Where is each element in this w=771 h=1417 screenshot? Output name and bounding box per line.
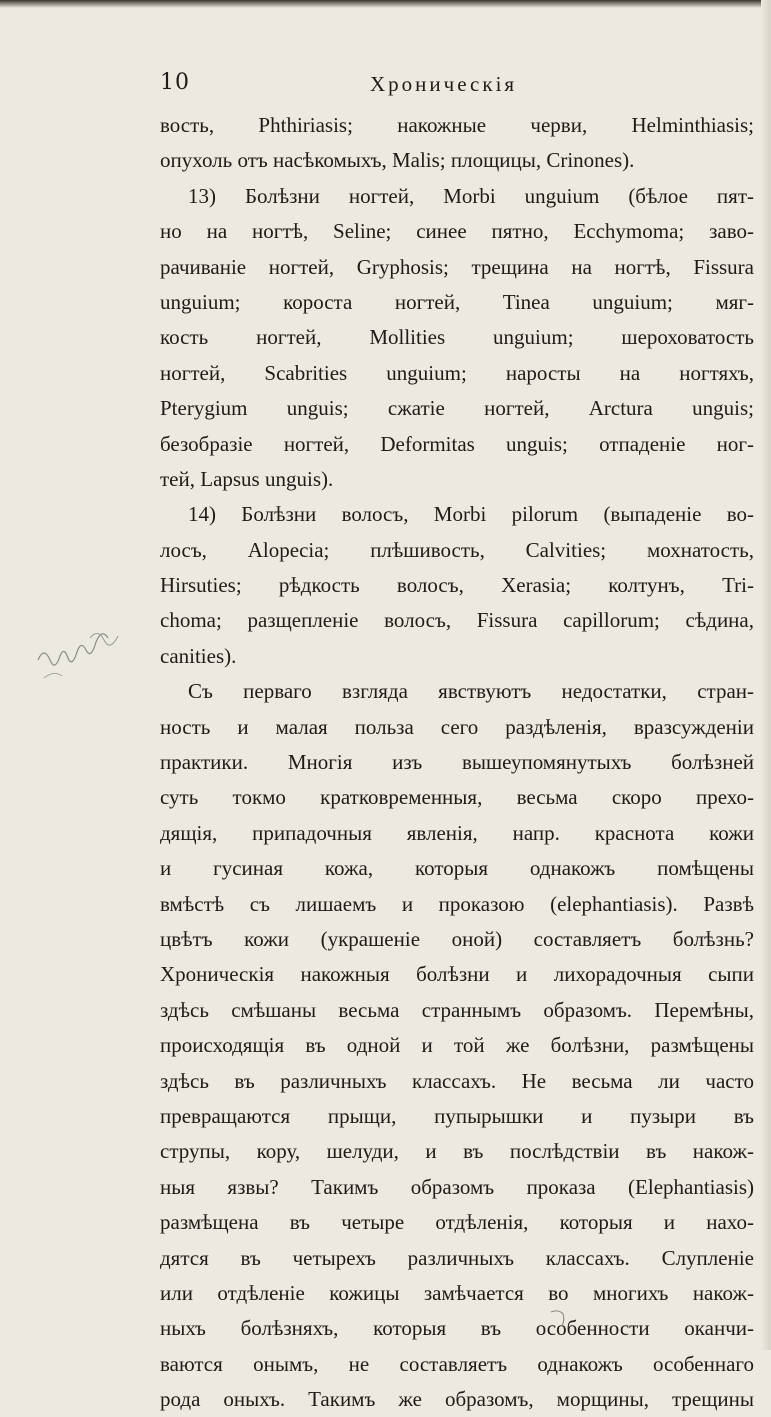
text-line: choma; разщепленіе волосъ, Fissura capillorum; сѣдина, xyxy=(160,608,754,633)
text-line: тей, Lapsus unguis). xyxy=(160,466,334,491)
text-line: практики. Многія изъ вышеупомянутыхъ болѣзней xyxy=(160,750,754,775)
text-line: рачиваніе ногтей, Gryphosis; трещина на ногтѣ, Fissura xyxy=(160,254,754,279)
text-line: здѣсь смѣшаны весьма страннымъ образомъ. Перемѣны, xyxy=(160,997,754,1022)
text-line: Съ перваго взгляда явствуютъ недостатки, стран- xyxy=(188,679,754,704)
text-line: и гусиная кожа, которыя однакожъ помѣщены xyxy=(160,856,754,881)
text-line: canities). xyxy=(160,643,237,668)
page-right-edge xyxy=(761,0,771,1350)
text-line: или отдѣленіе кожицы замѣчается во многихъ накож- xyxy=(160,1280,754,1305)
text-line: безобразіе ногтей, Deformitas unguis; отпаденіе ног- xyxy=(160,431,754,456)
page-top-edge xyxy=(0,0,771,8)
text-line: ногтей, Scabrities unguium; наросты на ногтяхъ, xyxy=(160,360,754,385)
text-line: ныя язвы? Такимъ образомъ проказа (Elephantiasis) xyxy=(160,1174,754,1199)
text-line: ваются онымъ, не составляетъ однакожъ особеннаго xyxy=(160,1351,754,1376)
page-header xyxy=(0,70,771,104)
bottom-pencil-mark xyxy=(548,1308,568,1328)
text-line: суть токмо кратковременныя, весьма скоро прехо- xyxy=(160,785,754,810)
text-line: кость ногтей, Mollities unguium; шероховатость xyxy=(160,325,754,350)
page-number: 10 xyxy=(160,70,190,95)
text-line: вость, Phthiriasis; накожные черви, Helminthiasis; xyxy=(160,113,754,137)
running-head: Хроническія xyxy=(370,72,518,96)
text-line: струпы, кору, шелуди, и въ послѣдствіи въ накож- xyxy=(160,1139,754,1164)
text-line: 14) Болѣзни волосъ, Morbi pilorum (выпаденіе во- xyxy=(188,502,754,527)
text-line: размѣщена въ четыре отдѣленія, которыя и нахо- xyxy=(160,1210,754,1235)
text-line: ность и малая польза сего раздѣленія, вразсужденіи xyxy=(160,714,754,739)
text-line: превращаются прыщи, пупырышки и пузыри въ xyxy=(160,1103,754,1128)
page-body-text xyxy=(160,108,754,1417)
text-line: unguium; короста ногтей, Tinea unguium; мяг- xyxy=(160,289,754,314)
text-line: опухоль отъ насѣкомыхъ, Malis; площицы, Crinones). xyxy=(160,148,635,173)
text-line: вмѣстѣ съ лишаемъ и проказою (elephantiasis). Развѣ xyxy=(160,891,754,916)
text-line: лосъ, Alopecia; плѣшивость, Calvities; мохнатость, xyxy=(160,537,754,562)
text-line: дящія, припадочныя явленія, напр. краснота кожи xyxy=(160,820,754,845)
text-line: цвѣтъ кожи (украшеніе оной) составляетъ болѣзнь? xyxy=(160,926,754,951)
text-line: Хроническія накожныя болѣзни и лихорадочныя сыпи xyxy=(160,962,754,987)
text-line: дятся въ четырехъ различныхъ классахъ. Слупленіе xyxy=(160,1245,754,1270)
text-line: происходящія въ одной и той же болѣзни, размѣщены xyxy=(160,1033,754,1058)
text-line: ныхъ болѣзняхъ, которыя въ особенности оканчи- xyxy=(160,1316,754,1341)
text-line: здѣсь въ различныхъ классахъ. Не весьма ли часто xyxy=(160,1068,754,1093)
text-line: но на ногтѣ, Seline; синее пятно, Ecchymoma; заво- xyxy=(160,219,754,244)
margin-pencil-annotation xyxy=(30,620,150,690)
text-line: 13) Болѣзни ногтей, Morbi unguium (бѣлое пят- xyxy=(188,183,754,208)
text-line: рода оныхъ. Такимъ же образомъ, морщины, трещины xyxy=(160,1387,754,1412)
text-line: Hirsuties; рѣдкость волосъ, Xerasia; колтунъ, Tri- xyxy=(160,573,754,598)
text-line: Pterygium unguis; сжатіе ногтей, Arctura unguis; xyxy=(160,396,754,421)
